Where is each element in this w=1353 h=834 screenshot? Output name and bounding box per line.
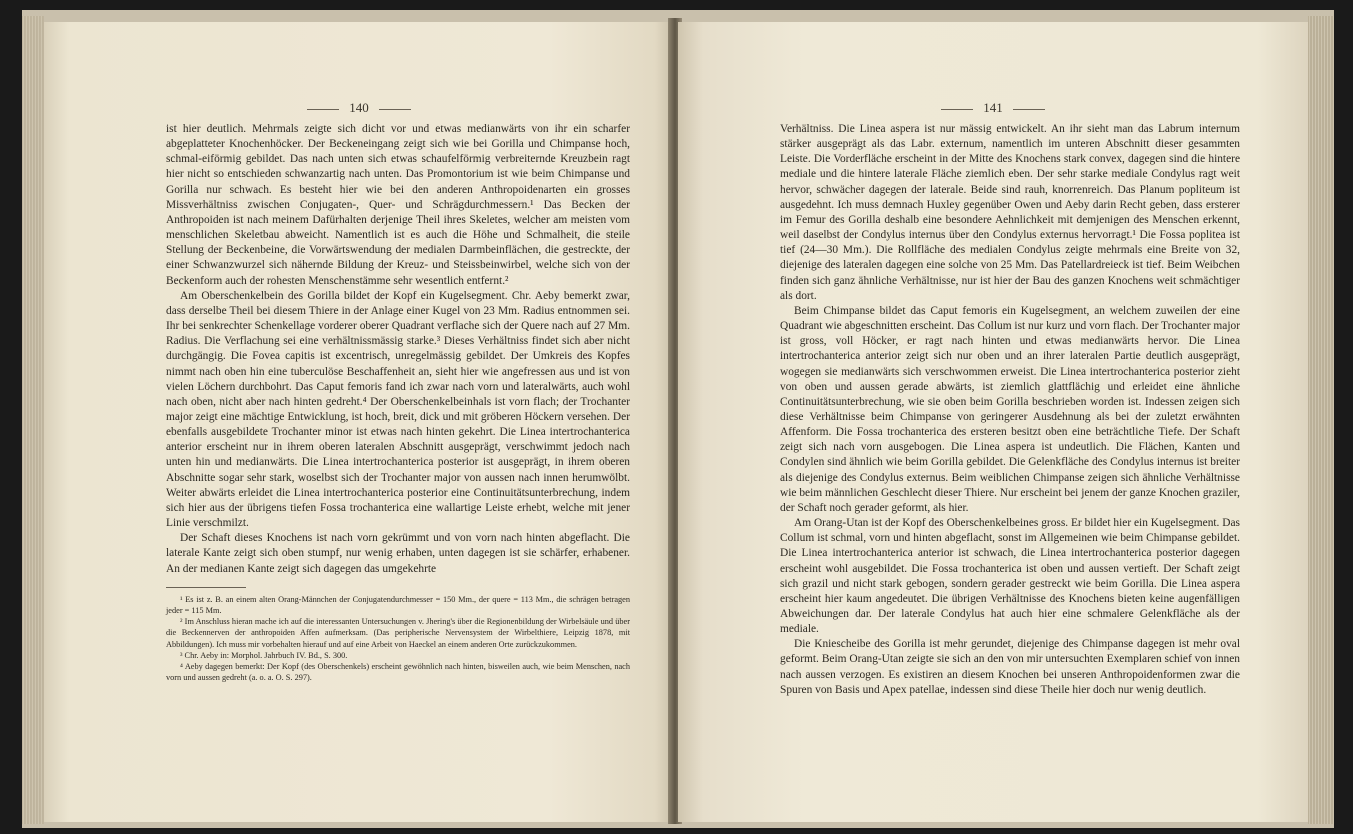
left-page-edges — [22, 16, 44, 824]
footnote-divider — [166, 587, 246, 588]
footnote: ³ Chr. Aeby in: Morphol. Jahrbuch IV. Bd., S. 300. — [180, 650, 348, 660]
left-page-number-text: 140 — [349, 100, 369, 115]
page-number-rule — [379, 109, 411, 110]
left-page — [44, 22, 674, 822]
footnote: ⁴ Aeby dagegen bemerkt: Der Kopf (des Oberschenkels) erscheint gewöhnlich nach hinten, bisweilen auch, wie beim Menschen, nach vorn und aussen gedreht (a. o. a. O. S. 297). — [166, 661, 630, 683]
right-page-number-text: 141 — [983, 100, 1003, 115]
footnotes — [166, 594, 630, 684]
footnote: ² Im Anschluss hieran mache ich auf die interessanten Untersuchungen v. Jhering's über die Regionenbildung der Wirbelsäule und über die Beckennerven der anthropoiden Affen aufmerksam. (Das peripherische Nervensystem der Wirbelthiere, Leipzig 1878, mit Abbildungen). Ich muss mir vorbehalten hierauf und auf eine Arbeit von Haeckel an einem anderen Orte zurückzukommen. — [166, 617, 630, 649]
paragraph: Der Schaft dieses Knochens ist nach vorn gekrümmt und von vorn nach hinten abgeflacht. Die laterale Kante zeigt sich oben stumpf, nur wenig erhaben, unten dagegen ist sie schärfer, erhabener. An der medianen Kante zeigt sich dagegen das umgekehrte — [166, 532, 630, 575]
paragraph: Die Kniescheibe des Gorilla ist mehr gerundet, diejenige des Chimpanse dagegen ist mehr oval geformt. Beim Orang-Utan zeigte sie sich an den von mir untersuchten Exemplaren schief von innen nach aussen verzogen. Es existiren an diesem Knochen bei unseren Anthropoidenformen zwar die Spuren von Basis und Apex patellae, indessen sind diese Theile hier doch nur wenig deutlich. — [780, 638, 1240, 696]
right-page-number — [678, 100, 1308, 116]
paragraph: Am Oberschenkelbein des Gorilla bildet der Kopf ein Kugelsegment. Chr. Aeby bemerkt zwar, dass derselbe Theil bei diesem Thiere in der Anlage einer Kugel von 23 Mm. Radius entnommen sei. Ihr bei senkrechter Schenkellage vorderer oberer Quadrant verflache sich der Quere nach auf 27 Mm. Radius. Die Verflachung sei eine verhältnissmässig starke.³ Dieses Verhältniss findet sich aber nicht durchgängig. Die Fovea capitis ist excentrisch, unregelmässig gebildet. Der Umkreis des Kopfes nimmt nach oben hin eine tuberculöse Beschaffenheit an, sieht hier wie angefressen aus und ist von vielen Löchern durchbohrt. Das Caput femoris fand ich zwar nach vorn und lateralwärts, auch wohl nach oben, nicht aber nach hinten gedreht.⁴ Der Oberschenkelbeinhals ist vorn flach; der Trochanter major zeigt eine mächtige Entwicklung, ist hoch, breit, dick und mit gröberen Höckern versehen. Der ebenfalls ausgebildete Trochanter minor ist etwas nach hinten gekehrt. Die Linea intertrochanterica anterior erscheint nur in ihrem oberen lateralen Abschnitt ausgeprägt, verschwimmt jedoch nach unten hin und medianwärts. Die Linea intertrochanterica posterior ist ausgeprägt, in ihrem oberen Abschnitte sogar sehr stark, woselbst sich der Trochanter major von aussen nach innen herumwölbt. Weiter abwärts erleidet die Linea intertrochanterica posterior eine Continuitätsunterbrechung, indem sich hier aus der übrigens tiefen Fossa trochanterica eine wallartige Leiste erhebt, welche mit jener Linie verschmilzt. — [166, 289, 630, 530]
paragraph: Am Orang-Utan ist der Kopf des Oberschenkelbeines gross. Er bildet hier ein Kugelsegment. Das Collum ist schmal, vorn und hinten abgeflacht, sonst im Allgemeinen wie beim Chimpanse gebildet. Die Linea intertrochanterica anterior ist schwach, die Linea intertrochanterica posterior dagegen erscheint wohl ausgebildet. Die Fossa trochanterica ist oben und aussen vertieft. Der Schaft zeigt sich grazil und nicht stark gebogen, sondern gerader gestreckt wie beim Gorilla. Die Linea aspera erscheint hier kaum angedeutet. Die übrigen Verhältnisse des Knochens bieten keine augenfälligen Abweichungen dar. Der laterale Condylus hat auch hier eine schmalere Gelenkfläche als der mediale. — [780, 517, 1240, 636]
paragraph: Beim Chimpanse bildet das Caput femoris ein Kugelsegment, an welchem zuweilen der eine Quadrant wie abgeschnitten erscheint. Das Collum ist nur kurz und vorn flach. Der Trochanter major ist gross, voll Höcker, er ragt nach hinten und etwas medianwärts hervor. Die Linea intertrochanterica anterior zeigt sich nur oben und an ihrer lateralen Partie deutlich ausgeprägt, wogegen sie medianwärts sich verschwommen erweist. Die Linea intertrochanterica posterior zieht von oben und aussen gerade abwärts, ist ziemlich glattflächig und erleidet eine ähnliche Continuitätsunterbrechung, wie sie oben beim Gorilla beschrieben worden ist. Indessen zeigen sich diese Verhältnisse beim Chimpanse von geringerer Ausdehnung als bei der zuletzt erwähnten Affenform. Die Fossa trochanterica des ersteren besitzt oben eine beträchtliche Tiefe. Der Schaft zeigt sich nach vorn ausgebogen. Die Linea aspera ist undeutlich. Die Flächen, Kanten und Condylen sind ähnlich wie beim Gorilla gebildet. Die Gelenkfläche des Condylus internus ist breiter als diejenige des Condylus externus. Beim weiblichen Chimpanse zeigen sich ähnliche Verhältnisse wie beim männlichen Geschlecht dieser Thiere. Nur erscheint bei jenem der ganze Knochen graziler, der Schaft noch gerader geformt, als hier. — [780, 304, 1240, 514]
page-number-rule — [941, 109, 973, 110]
right-page — [678, 22, 1308, 822]
left-page-body — [166, 122, 630, 683]
paragraph: ist hier deutlich. Mehrmals zeigte sich dicht vor und etwas medianwärts von ihr ein scharfer abgeplatteter Knochenhöcker. Der Beckeneingang zeigt sich wie bei Gorilla und Chimpanse hoch, schmal-eiförmig gebildet. Das nach unten sich etwas schaufelförmig verbreiternde Kreuzbein ragt hier nicht so entschieden schwanzartig nach unten. Das Promontorium ist wie beim Chimpanse und Gorilla nur schwach. Es besteht hier wie bei den anderen Anthropoidenarten ein grosses Missverhältniss zwischen Conjugaten-, Quer- und Schrägdurchmessern.¹ Das Becken der Anthropoiden ist nach meinem Dafürhalten derjenige Theil ihres Skeletes, welcher am meisten vom menschlichen Skeletbau abweicht. Namentlich ist es auch die Höhe und Schmalheit, die steile Stellung der Beckenbeine, die Vorwärtswendung der medialen Darmbeinflächen, die gestreckte, der einer Schwanzwurzel sich nähernde Bildung der Kreuz- und Steissbeinwirbel, welche sich von der Beckenform auch der rohesten Menschenstämme sehr wesentlich entfernt.² — [166, 123, 630, 287]
footnote: ¹ Es ist z. B. an einem alten Orang-Männchen der Conjugatendurchmesser = 150 Mm., der quere = 113 Mm., die schrägen betragen jeder = 115 Mm. — [166, 594, 630, 615]
right-page-edges — [1308, 16, 1334, 824]
right-page-body — [780, 122, 1240, 698]
paragraph: Verhältniss. Die Linea aspera ist nur mässig entwickelt. An ihr sieht man das Labrum internum stärker ausgeprägt als das Labr. externum, namentlich im unteren Abschnitt dieser gesammten Leiste. Die Vorderfläche erscheint in der Mitte des Knochens stark convex, dagegen sind die hintere mediale und die hintere laterale Fläche ziemlich eben. Der sehr starke mediale Condylus ragt weit hervor, schwächer dagegen der laterale. Beide sind rauh, knorrenreich. Das Planum popliteum ist ausgedehnt. Ich muss demnach Huxley gegenüber Owen und Aeby darin Recht geben, dass ersterer im Femur des Gorilla deshalb eine besondere Aehnlichkeit mit demjenigen des Menschen erkennt, weil daselbst der Condylus internus über den Condylus externus hervorragt.¹ Die Fossa poplitea ist tief (24—30 Mm.). Die Rollfläche des medialen Condylus zeigte mehrmals eine Breite von 32, diejenige des lateralen dagegen eine solche von 25 Mm. Das Patellardreieck ist tief. Beim Weibchen finden sich ganz ähnliche Verhältnisse, nur ist hier der Bau des ganzen Knochens weit schmächtiger als dort. — [780, 123, 1240, 302]
left-page-number — [44, 100, 674, 116]
page-number-rule — [1013, 109, 1045, 110]
page-number-rule — [307, 109, 339, 110]
open-book — [22, 10, 1334, 828]
